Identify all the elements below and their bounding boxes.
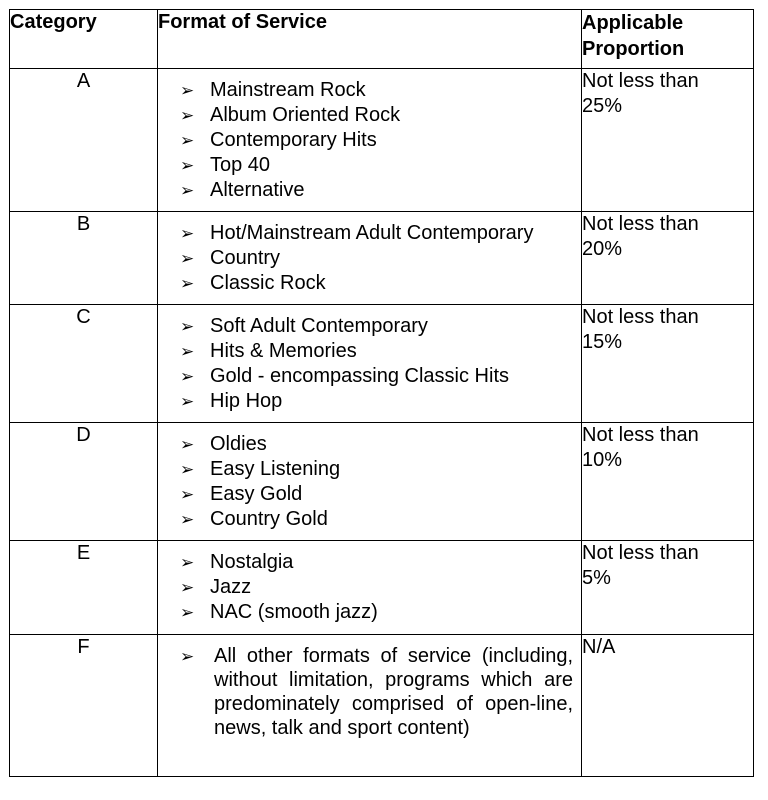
format-label: Jazz bbox=[210, 576, 252, 598]
list-item bbox=[180, 600, 581, 625]
category-cell: B bbox=[10, 212, 158, 305]
list-item bbox=[180, 178, 581, 203]
proportion-cell bbox=[582, 69, 754, 212]
table-row bbox=[10, 212, 754, 305]
category-cell: F bbox=[10, 635, 158, 777]
proportion-text: N/A bbox=[582, 636, 616, 658]
arrow-bullet-icon: ➢ bbox=[180, 392, 195, 411]
table-row bbox=[10, 305, 754, 423]
proportion-text: Not less than bbox=[582, 306, 699, 328]
proportion-cell bbox=[582, 305, 754, 423]
category-cell: A bbox=[10, 69, 158, 212]
format-proportion-table bbox=[9, 9, 754, 777]
arrow-bullet-icon: ➢ bbox=[180, 553, 195, 572]
arrow-bullet-icon: ➢ bbox=[180, 460, 195, 479]
list-item bbox=[180, 507, 581, 532]
arrow-bullet-icon: ➢ bbox=[180, 131, 195, 150]
table-row bbox=[10, 423, 754, 541]
proportion-cell bbox=[582, 635, 754, 777]
arrow-bullet-icon: ➢ bbox=[180, 249, 195, 268]
arrow-bullet-icon: ➢ bbox=[180, 485, 195, 504]
list-item bbox=[180, 432, 581, 457]
arrow-bullet-icon: ➢ bbox=[180, 106, 195, 125]
format-label: NAC (smooth jazz) bbox=[210, 601, 378, 623]
list-item bbox=[180, 78, 581, 103]
arrow-bullet-icon: ➢ bbox=[180, 156, 195, 175]
proportion-value: 5% bbox=[582, 567, 611, 589]
format-list bbox=[158, 305, 581, 422]
list-item bbox=[180, 389, 581, 414]
format-label: Contemporary Hits bbox=[210, 129, 377, 151]
format-label: Alternative bbox=[210, 179, 305, 201]
list-item bbox=[180, 271, 581, 296]
list-item bbox=[180, 246, 581, 271]
arrow-bullet-icon: ➢ bbox=[180, 647, 195, 666]
format-list bbox=[158, 212, 581, 304]
header-proportion bbox=[582, 10, 754, 69]
category-cell: D bbox=[10, 423, 158, 541]
header-category: Category bbox=[10, 10, 158, 69]
list-item bbox=[180, 153, 581, 178]
list-item bbox=[180, 457, 581, 482]
format-label: Country bbox=[210, 247, 281, 269]
arrow-bullet-icon: ➢ bbox=[180, 317, 195, 336]
category-cell: E bbox=[10, 541, 158, 635]
format-list bbox=[158, 423, 581, 540]
header-row bbox=[10, 10, 754, 69]
proportion-text: Not less than bbox=[582, 70, 699, 92]
list-item bbox=[180, 575, 581, 600]
arrow-bullet-icon: ➢ bbox=[180, 510, 195, 529]
category-cell: C bbox=[10, 305, 158, 423]
arrow-bullet-icon: ➢ bbox=[180, 342, 195, 361]
arrow-bullet-icon: ➢ bbox=[180, 578, 195, 597]
format-label: Easy Gold bbox=[210, 483, 303, 505]
format-label: Classic Rock bbox=[210, 272, 326, 294]
list-item bbox=[180, 221, 581, 246]
list-item bbox=[180, 482, 581, 507]
format-label: Hip Hop bbox=[210, 390, 283, 412]
header-proportion-line2: Proportion bbox=[582, 38, 685, 60]
list-item bbox=[180, 128, 581, 153]
arrow-bullet-icon: ➢ bbox=[180, 274, 195, 293]
arrow-bullet-icon: ➢ bbox=[180, 181, 195, 200]
header-proportion-line1: Applicable bbox=[582, 12, 684, 34]
proportion-cell bbox=[582, 212, 754, 305]
format-label: Easy Listening bbox=[210, 458, 341, 480]
list-item bbox=[180, 339, 581, 364]
proportion-value: 20% bbox=[582, 238, 623, 260]
proportion-text: Not less than bbox=[582, 213, 699, 235]
format-label: Nostalgia bbox=[210, 551, 294, 573]
format-cell bbox=[158, 212, 582, 305]
proportion-cell bbox=[582, 423, 754, 541]
list-item bbox=[180, 314, 581, 339]
table-row bbox=[10, 541, 754, 635]
format-label: Gold - encompassing Classic Hits bbox=[210, 365, 509, 387]
format-list bbox=[158, 69, 581, 211]
arrow-bullet-icon: ➢ bbox=[180, 224, 195, 243]
list-item bbox=[180, 364, 581, 389]
proportion-cell bbox=[582, 541, 754, 635]
format-cell bbox=[158, 305, 582, 423]
list-item bbox=[180, 103, 581, 128]
proportion-value: 10% bbox=[582, 449, 623, 471]
list-item bbox=[158, 635, 581, 740]
format-label: Country Gold bbox=[210, 508, 328, 530]
proportion-value: 25% bbox=[582, 95, 623, 117]
format-label: All other formats of service (including, without limitation, programs which are predominately comprised of open-line, news, talk and sport content) bbox=[214, 645, 573, 739]
list-item bbox=[180, 550, 581, 575]
arrow-bullet-icon: ➢ bbox=[180, 603, 195, 622]
format-cell bbox=[158, 635, 582, 777]
proportion-text: Not less than bbox=[582, 424, 699, 446]
format-label: Soft Adult Contemporary bbox=[210, 315, 428, 337]
format-cell bbox=[158, 69, 582, 212]
format-cell bbox=[158, 423, 582, 541]
header-format: Format of Service bbox=[158, 10, 582, 69]
format-label: Top 40 bbox=[210, 154, 271, 176]
table-row bbox=[10, 69, 754, 212]
proportion-text: Not less than bbox=[582, 542, 699, 564]
arrow-bullet-icon: ➢ bbox=[180, 435, 195, 454]
format-label: Hits & Memories bbox=[210, 340, 357, 362]
arrow-bullet-icon: ➢ bbox=[180, 81, 195, 100]
format-label: Mainstream Rock bbox=[210, 79, 366, 101]
proportion-value: 15% bbox=[582, 331, 623, 353]
format-label: Oldies bbox=[210, 433, 267, 455]
format-label: Album Oriented Rock bbox=[210, 104, 401, 126]
format-label: Hot/Mainstream Adult Contemporary bbox=[210, 222, 534, 244]
arrow-bullet-icon: ➢ bbox=[180, 367, 195, 386]
table-row bbox=[10, 635, 754, 777]
format-list bbox=[158, 541, 581, 633]
format-cell bbox=[158, 541, 582, 635]
